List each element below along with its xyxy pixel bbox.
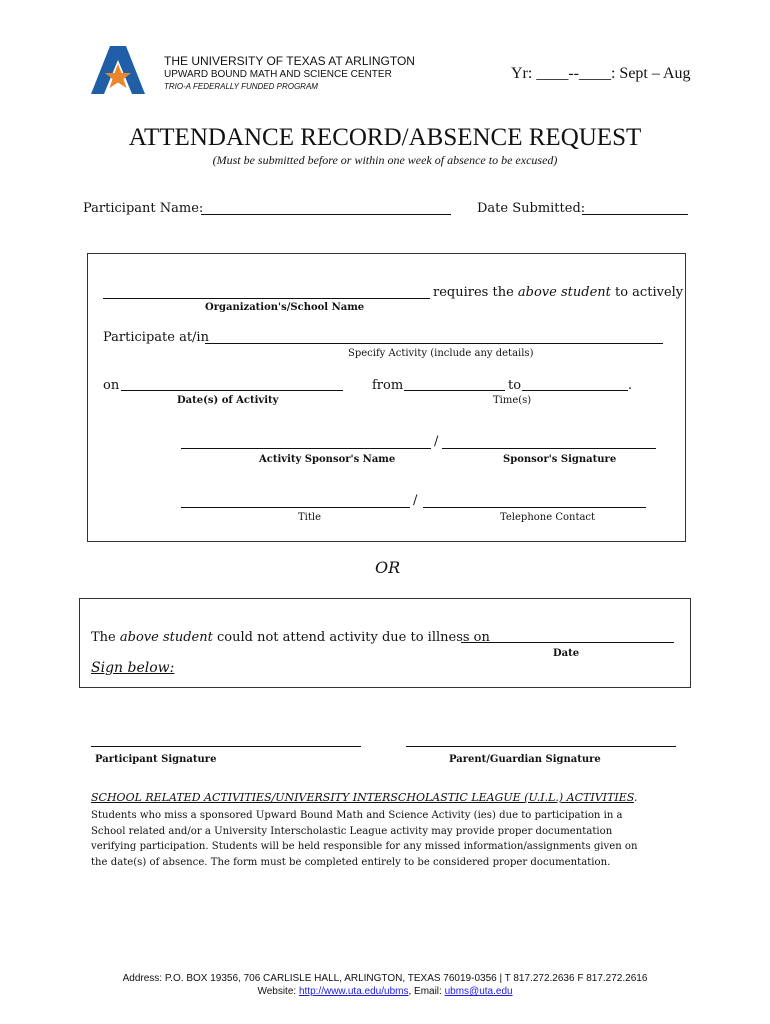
illness-date-caption: Date bbox=[553, 648, 580, 659]
activity-field[interactable] bbox=[205, 343, 663, 344]
to-label: to bbox=[508, 378, 522, 393]
telephone-caption: Telephone Contact bbox=[500, 512, 596, 523]
dates-caption: Date(s) of Activity bbox=[177, 395, 279, 406]
sponsor-name-caption: Activity Sponsor's Name bbox=[259, 454, 396, 465]
year-field: Yr: ____--____: Sept – Aug bbox=[511, 65, 691, 82]
parent-signature-field[interactable] bbox=[406, 746, 676, 747]
specify-activity-caption: Specify Activity (include any details) bbox=[348, 348, 534, 359]
notice-line: the date(s) of absence. The form must be completed entirely to be considered proper documentation. bbox=[91, 856, 611, 868]
form-subtitle: (Must be submitted before or within one week of absence to be excused) bbox=[212, 153, 558, 167]
slash-1: / bbox=[434, 434, 439, 449]
participant-name-label: Participant Name: bbox=[83, 201, 204, 216]
requires-text: requires the above student to actively bbox=[433, 285, 684, 300]
website-link[interactable]: http://www.uta.edu/ubms bbox=[298, 986, 409, 997]
participant-name-field[interactable] bbox=[201, 214, 451, 215]
notice-body bbox=[91, 808, 638, 870]
sponsor-title-field[interactable] bbox=[181, 507, 410, 508]
footer-contact bbox=[0, 986, 770, 997]
from-label: from bbox=[372, 378, 404, 393]
on-label: on bbox=[103, 378, 120, 393]
to-end-period: . bbox=[628, 378, 633, 393]
telephone-field[interactable] bbox=[423, 507, 646, 508]
uta-logo bbox=[90, 44, 146, 96]
university-name: THE UNIVERSITY OF TEXAS AT ARLINGTON bbox=[164, 54, 415, 68]
slash-2: / bbox=[413, 493, 418, 508]
organization-caption: Organization's/School Name bbox=[205, 302, 365, 313]
sponsor-name-field[interactable] bbox=[181, 448, 431, 449]
program-name: TRIO-A FEDERALLY FUNDED PROGRAM bbox=[164, 82, 318, 91]
notice-line: School related and/or a University Interscholastic League activity may provide proper documentation bbox=[91, 825, 613, 837]
participant-signature-caption: Participant Signature bbox=[95, 754, 217, 765]
participate-label: Participate at/in bbox=[103, 330, 209, 345]
sign-below-label: Sign below: bbox=[91, 660, 175, 676]
illness-date-field[interactable] bbox=[461, 642, 674, 643]
notice-line: verifying participation. Students will be held responsible for any missed information/assignments given on bbox=[91, 841, 638, 852]
time-to-field[interactable] bbox=[522, 390, 628, 391]
website-label: Website: bbox=[257, 986, 297, 997]
date-submitted-label: Date Submitted: bbox=[477, 201, 586, 216]
times-caption: Time(s) bbox=[493, 395, 532, 406]
notice-line: Students who miss a sponsored Upward Bound Math and Science Activity (ies) due to participation in a bbox=[91, 810, 623, 821]
activity-dates-field[interactable] bbox=[121, 390, 343, 391]
center-name: UPWARD BOUND MATH AND SCIENCE CENTER bbox=[164, 69, 392, 80]
form-title: ATTENDANCE RECORD/ABSENCE REQUEST bbox=[128, 124, 642, 151]
illness-text: The above student could not attend activity due to illness on bbox=[91, 630, 490, 645]
email-label: , Email: bbox=[408, 986, 442, 997]
title-caption: Title bbox=[298, 512, 322, 523]
sponsor-signature-caption: Sponsor's Signature bbox=[503, 454, 617, 465]
time-from-field[interactable] bbox=[404, 390, 505, 391]
organization-field[interactable] bbox=[103, 298, 430, 299]
notice-heading: SCHOOL RELATED ACTIVITIES/UNIVERSITY INTERSCHOLASTIC LEAGUE (U.I.L.) ACTIVITIES. bbox=[91, 791, 638, 804]
sponsor-signature-field[interactable] bbox=[442, 448, 656, 449]
date-submitted-field[interactable] bbox=[582, 214, 688, 215]
or-label: OR bbox=[375, 558, 401, 577]
parent-signature-caption: Parent/Guardian Signature bbox=[449, 754, 601, 765]
participant-signature-field[interactable] bbox=[91, 746, 361, 747]
footer-address: Address: P.O. BOX 19356, 706 CARLISLE HALL, ARLINGTON, TEXAS 76019-0356 | T 817.272.2636 F 817.272.2616 bbox=[122, 973, 648, 984]
email-link[interactable]: ubms@uta.edu bbox=[444, 986, 513, 997]
